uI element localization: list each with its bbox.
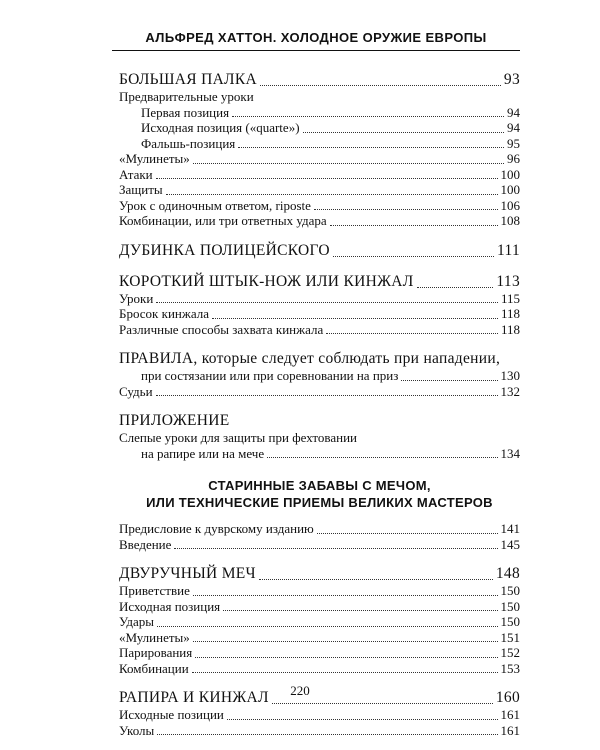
toc-entry-title: «Мулинеты»	[119, 151, 190, 166]
dot-leader	[157, 626, 497, 627]
toc-entry	[119, 306, 520, 322]
toc-entry-page: 161	[500, 707, 520, 722]
dot-leader	[193, 641, 498, 642]
toc-entry	[119, 645, 520, 661]
toc-entry	[119, 213, 520, 229]
dot-leader	[260, 85, 501, 86]
toc-entry	[119, 521, 520, 537]
toc-entry-page: 94	[507, 104, 520, 120]
toc-entry-title: Комбинации, или три ответных удара	[119, 213, 327, 228]
toc-entry-title: Фальшь-позиция	[141, 135, 236, 151]
toc-entry	[119, 599, 520, 615]
dot-leader	[156, 178, 498, 179]
toc-entry-page: 150	[500, 614, 520, 629]
toc-entry-title: Бросок кинжала	[119, 306, 209, 321]
dot-leader	[333, 256, 494, 257]
toc-entry-title: Первая позиция	[141, 104, 230, 120]
dot-leader	[314, 209, 498, 210]
toc-entry-page: 111	[497, 241, 520, 259]
toc-entry-title: ДУБИНКА ПОЛИЦЕЙСКОГО	[119, 241, 330, 259]
toc-entry-section	[119, 272, 520, 291]
toc-entry-page: 150	[500, 598, 520, 614]
toc-entry-title: ПРИЛОЖЕНИЕ	[119, 412, 230, 429]
toc-entry-title: Парирования	[119, 645, 193, 660]
running-header: АЛЬФРЕД ХАТТОН. ХОЛОДНОЕ ОРУЖИЕ ЕВРОПЫ	[145, 30, 487, 45]
toc-entry-page: 132	[500, 383, 520, 399]
toc-entry-title: Защиты	[119, 182, 163, 197]
toc-entry	[119, 430, 520, 446]
toc-entry	[119, 661, 520, 677]
toc-entry-title: Приветствие	[119, 583, 190, 598]
toc-entry-page: 108	[500, 213, 520, 228]
toc-entry	[119, 723, 520, 739]
dot-leader	[232, 116, 504, 117]
dot-leader	[267, 457, 497, 458]
toc-entry-page: 100	[500, 182, 520, 197]
toc-entry-title: Судьи	[119, 383, 153, 399]
toc-entry-title: Предварительные уроки	[119, 89, 254, 104]
toc-entry-title: Слепые уроки для защиты при фехтовании	[119, 430, 358, 445]
toc-entry-title: КОРОТКИЙ ШТЫК-НОЖ ИЛИ КИНЖАЛ	[119, 272, 414, 290]
toc-entry	[119, 182, 520, 198]
toc-entry-title: Комбинации	[119, 660, 189, 676]
toc-entry-title: Урок с одиночным ответом, riposte	[119, 197, 311, 213]
toc-entry	[119, 89, 520, 105]
toc-entry-page: 118	[500, 306, 520, 321]
toc-entry-title: Атаки	[119, 166, 153, 182]
toc-entry	[119, 136, 520, 152]
dot-leader	[157, 734, 497, 735]
toc-entry-title: при состязании или при соревновании на приз	[141, 368, 399, 383]
part-heading-line: СТАРИННЫЕ ЗАБАВЫ С МЕЧОМ,	[208, 478, 431, 493]
dot-leader	[401, 380, 497, 381]
dot-leader	[326, 333, 498, 334]
dot-leader	[259, 579, 493, 580]
toc-entry-section	[119, 241, 520, 260]
dot-leader	[193, 595, 498, 596]
toc-entry	[119, 614, 520, 630]
toc-entry-title: Уколы	[119, 722, 155, 738]
toc-entry	[119, 707, 520, 723]
part-heading-line: ИЛИ ТЕХНИЧЕСКИЕ ПРИЕМЫ ВЕЛИКИХ МАСТЕРОВ	[146, 495, 493, 510]
toc-entry-title: Предисловие к дуврскому изданию	[119, 521, 314, 536]
toc-entry-title: ПРАВИЛА, которые следует соблюдать при нападении,	[119, 350, 501, 367]
toc-entry-page: 130	[500, 368, 520, 383]
toc-entry-title: РАПИРА И КИНЖАЛ	[119, 689, 269, 706]
toc-entry-page: 151	[500, 629, 520, 645]
toc-entry-title: Различные способы захвата кинжала	[119, 321, 324, 337]
toc-entry-page: 118	[500, 321, 520, 337]
dot-leader	[417, 287, 494, 288]
toc-entry-page: 106	[500, 197, 520, 213]
toc-entry-title: Удары	[119, 614, 155, 629]
toc-entry-page: 153	[500, 660, 520, 676]
toc-entry-page: 141	[500, 521, 520, 536]
toc-entry-page: 93	[503, 71, 520, 88]
toc-entry	[119, 198, 520, 214]
dot-leader	[227, 719, 498, 720]
toc-entry-title: Исходная позиция («quarte»)	[141, 120, 300, 135]
dot-leader	[317, 533, 498, 534]
dot-leader	[156, 395, 498, 396]
toc-entry	[119, 583, 520, 599]
toc-entry	[119, 630, 520, 646]
toc-entry-continuation	[119, 446, 520, 462]
toc-entry	[119, 167, 520, 183]
toc-entry-page: 152	[500, 645, 520, 660]
dot-leader	[212, 318, 498, 319]
dot-leader	[174, 548, 497, 549]
toc-entry-title: ДВУРУЧНЫЙ МЕЧ	[119, 565, 256, 582]
toc-entry	[119, 384, 520, 400]
dot-leader	[238, 147, 504, 148]
toc-entry-page: 115	[500, 290, 520, 306]
dot-leader	[193, 163, 504, 164]
toc-entry-page: 145	[500, 536, 520, 552]
toc-entry-title: Уроки	[119, 290, 154, 306]
toc-entry-section	[119, 70, 520, 89]
toc-entry	[119, 105, 520, 121]
dot-leader	[272, 703, 493, 704]
toc-entry	[119, 120, 520, 136]
toc-entry-title: Введение	[119, 536, 172, 552]
toc-entry-section	[119, 564, 520, 583]
toc-entry-section	[119, 349, 520, 368]
dot-leader	[166, 194, 498, 195]
toc-entry-page: 94	[507, 120, 520, 135]
dot-leader	[156, 302, 498, 303]
toc-entry-page: 160	[495, 689, 520, 706]
toc-entry-continuation	[119, 368, 520, 384]
table-of-contents	[119, 70, 520, 738]
toc-entry-page: 95	[507, 135, 520, 151]
toc-entry	[119, 537, 520, 553]
toc-entry-page: 100	[500, 166, 520, 182]
toc-entry	[119, 322, 520, 338]
dot-leader	[192, 672, 498, 673]
toc-entry-section	[119, 411, 520, 430]
toc-entry-title: БОЛЬШАЯ ПАЛКА	[119, 71, 258, 88]
dot-leader	[195, 657, 497, 658]
toc-entry-page: 148	[495, 565, 520, 582]
dot-leader	[330, 225, 498, 226]
toc-entry	[119, 291, 520, 307]
dot-leader	[223, 610, 497, 611]
toc-entry-title: Исходные позиции	[119, 707, 224, 722]
toc-entry-title: Исходная позиция	[119, 598, 221, 614]
toc-entry-page: 161	[500, 722, 520, 738]
toc-entry-page: 113	[496, 272, 520, 290]
toc-entry-title: на рапире или на мече	[141, 445, 265, 461]
toc-entry-page: 134	[500, 445, 520, 461]
toc-entry-title: «Мулинеты»	[119, 629, 190, 645]
page-number: 220	[290, 683, 310, 698]
part-heading	[119, 477, 520, 511]
dot-leader	[303, 132, 504, 133]
toc-entry-page: 150	[500, 583, 520, 598]
header-rule	[112, 50, 520, 51]
toc-entry	[119, 151, 520, 167]
toc-entry-page: 96	[507, 151, 520, 166]
